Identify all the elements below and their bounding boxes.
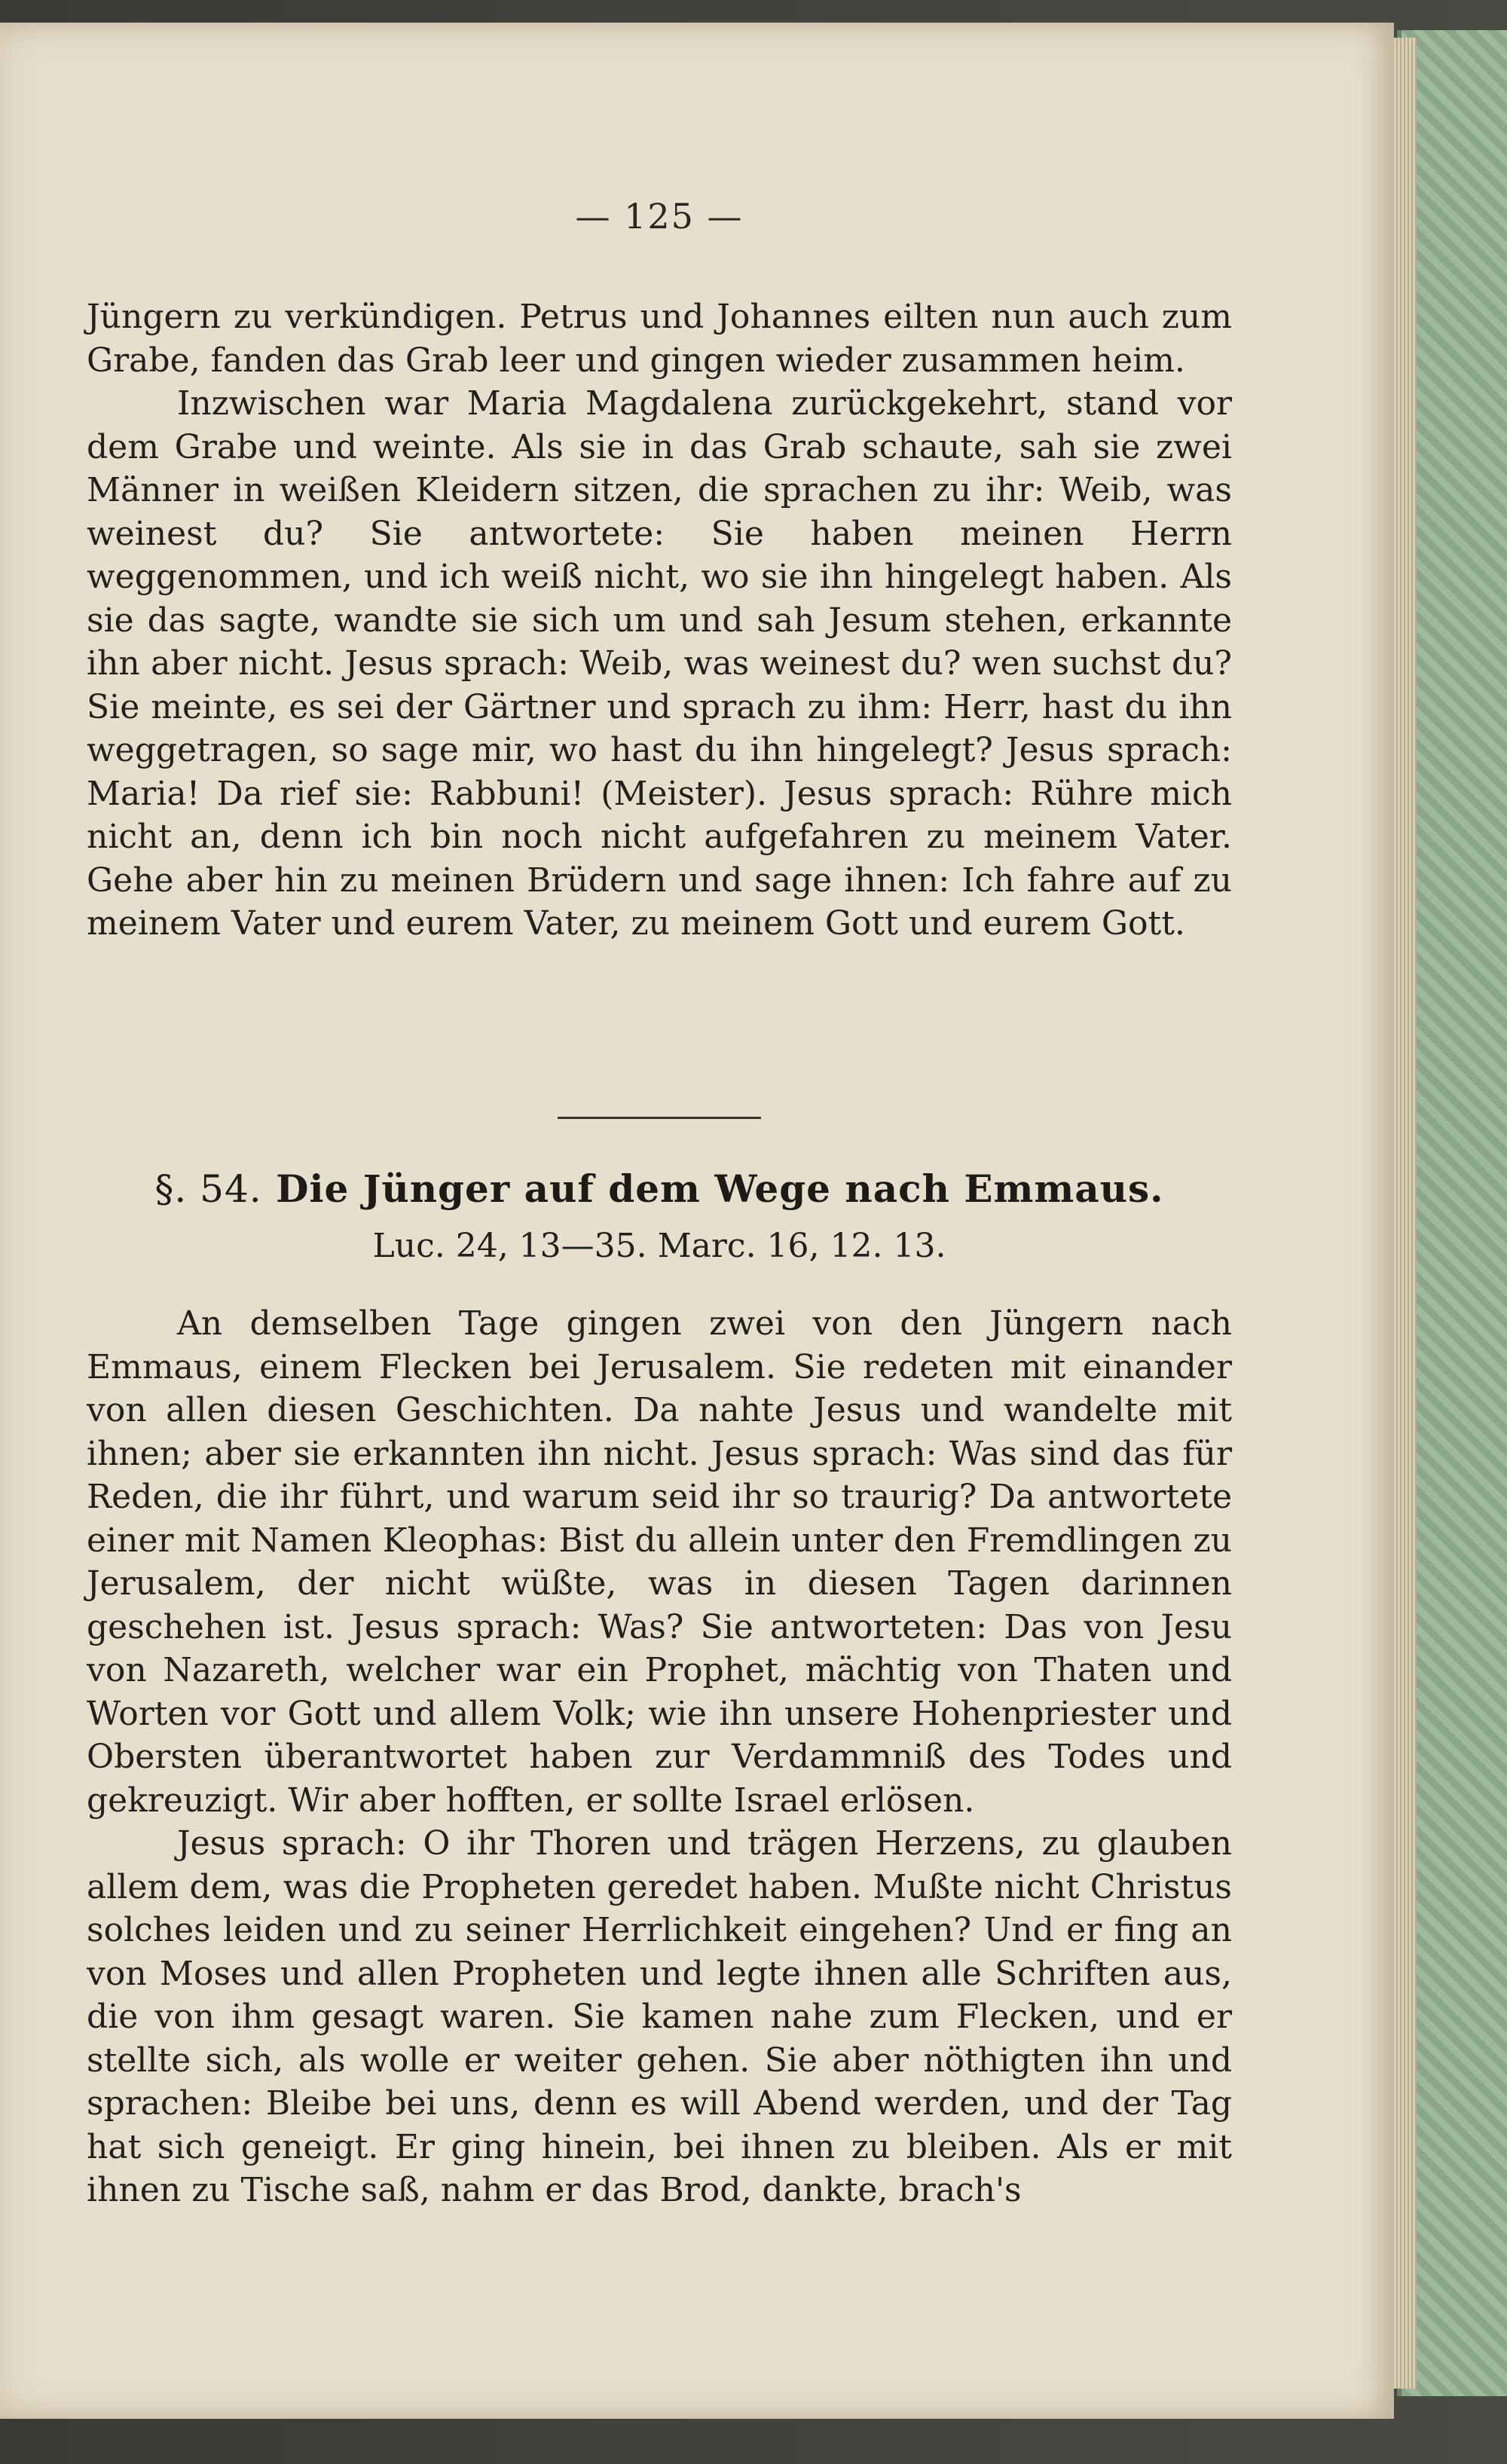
- paragraph: Jesus sprach: O ihr Thoren und trägen Herzens, zu glauben allem dem, was die Propheten geredet haben. Mußte nicht Christus solches leiden und zu seiner Herrlichkeit eingehen? Und er fing an von Moses und allen Propheten und legte ihnen alle Schriften aus, die von ihm gesagt waren. Sie kamen nahe zum Flecken, und er stellte sich, als wolle er weiter gehen. Sie aber nöthigten ihn und sprachen: Bleibe bei uns, denn es will Abend werden, und der Tag hat sich geneigt. Er ging hinein, bei ihnen zu bleiben. Als er mit ihnen zu Tische saß, nahm er das Brod, dankte, brach's: [87, 1824, 1232, 2209]
- section-heading: [87, 1166, 1232, 1211]
- paragraph: Inzwischen war Maria Magdalena zurückgekehrt, stand vor dem Grabe und weinte. Als sie in das Grab schaute, sah sie zwei Männer in weißen Kleidern sitzen, die sprachen zu ihr: Weib, was weinest du? Sie antwortete: Sie haben meinen Herrn weggenommen, und ich weiß nicht, wo sie ihn hingelegt haben. Als sie das sagte, wandte sie sich um und sah Jesum stehen, erkannte ihn aber nicht. Jesus sprach: Weib, was weinest du? wen suchst du? Sie meinte, es sei der Gärtner und sprach zu ihm: Herr, hast du ihn weggetragen, so sage mir, wo hast du ihn hingelegt? Jesus sprach: Maria! Da rief sie: Rabbuni! (Meister). Jesus sprach: Rühre mich nicht an, denn ich bin noch nicht aufgefahren zu meinem Vater. Gehe aber hin zu meinen Brüdern und sage ihnen: Ich fahre auf zu meinem Vater und eurem Vater, zu meinem Gott und eurem Gott.: [87, 384, 1232, 943]
- section-title: Die Jünger auf dem Wege nach Emmaus.: [276, 1166, 1164, 1211]
- paragraph: Jüngern zu verkündigen. Petrus und Johannes eilten nun auch zum Grabe, fanden das Grab leer und gingen wieder zusammen heim.: [87, 298, 1232, 380]
- continued-text: [87, 295, 1232, 946]
- book-page: [0, 23, 1394, 2419]
- section-text: [87, 1302, 1232, 2212]
- page-stack-edge: [1394, 38, 1417, 2389]
- section-divider: [558, 1117, 761, 1119]
- page-number: — 125 —: [575, 196, 744, 237]
- paragraph: An demselben Tage gingen zwei von den Jüngern nach Emmaus, einem Flecken bei Jerusalem. Sie redeten mit einander von allen diesen Geschichten. Da nahte Jesus und wandelte mit ihnen; aber sie erkannten ihn nicht. Jesus sprach: Was sind das für Reden, die ihr führt, und warum seid ihr so traurig? Da antwortete einer mit Namen Kleophas: Bist du allein unter den Fremdlingen zu Jerusalem, der nicht wüßte, was in diesen Tagen darinnen geschehen ist. Jesus sprach: Was? Sie antworteten: Das von Jesu von Nazareth, welcher war ein Prophet, mächtig von Thaten und Worten vor Gott und allem Volk; wie ihn unsere Hohenpriester und Obersten überantwortet haben zur Verdammniß des Todes und gekreuzigt. Wir aber hofften, er sollte Israel erlösen.: [87, 1304, 1232, 1820]
- scripture-reference: Luc. 24, 13—35. Marc. 16, 12. 13.: [372, 1227, 946, 1265]
- section-number: §. 54.: [154, 1167, 262, 1211]
